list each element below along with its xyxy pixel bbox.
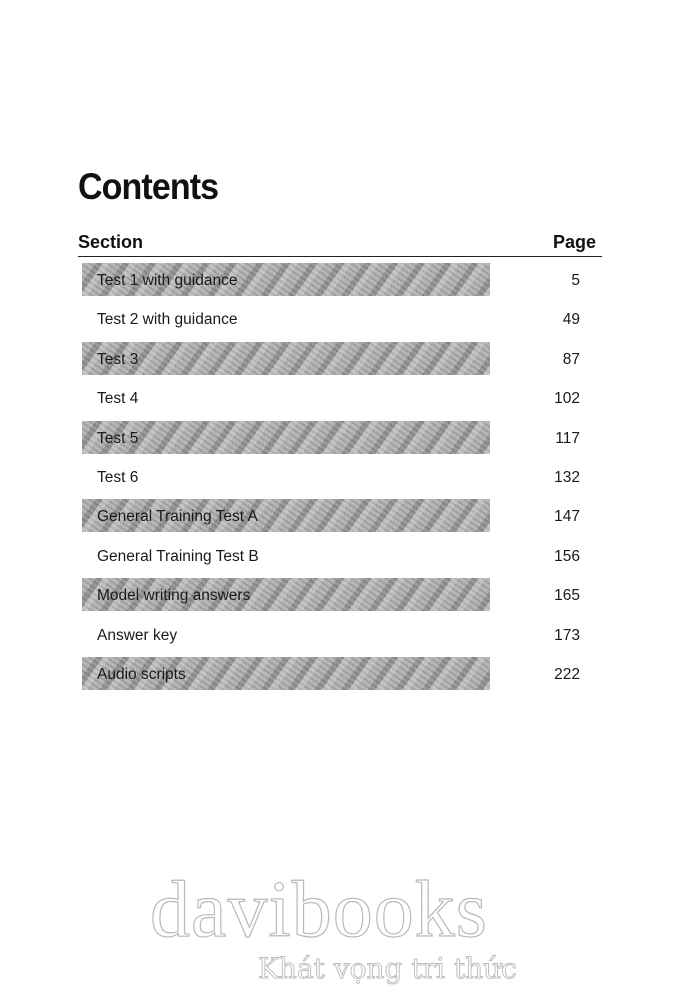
toc-entry-page: 132 [554, 468, 580, 486]
toc-entry-label: Test 5 [97, 429, 139, 447]
toc-entry-page: 222 [554, 665, 580, 683]
toc-entry-label: Test 1 with guidance [97, 272, 238, 289]
toc-entry[interactable] [82, 421, 582, 454]
toc-entry-page: 156 [554, 547, 580, 565]
toc-entry[interactable] [82, 460, 582, 493]
page-title: Contents [78, 166, 219, 207]
toc-header [78, 232, 602, 257]
toc-entry-label: General Training Test A [97, 508, 258, 526]
toc-entry-page: 5 [571, 272, 580, 289]
toc-entry-page: 49 [562, 311, 580, 329]
toc-entry[interactable] [82, 618, 582, 651]
toc-entry-label: Model writing answers [97, 587, 251, 605]
toc-entry-label: Test 2 with guidance [97, 311, 238, 329]
toc-list [82, 263, 582, 696]
toc-entry-page: 102 [554, 390, 580, 408]
toc-entry-page: 165 [554, 587, 580, 605]
page-column-header: Page [552, 232, 596, 252]
toc-entry-page: 173 [554, 626, 580, 644]
toc-shade-bar [82, 421, 490, 454]
toc-entry[interactable] [82, 539, 582, 572]
toc-entry[interactable] [82, 342, 582, 375]
watermark-tagline: Khát vọng tri thức [258, 952, 517, 985]
toc-entry-label: Test 3 [97, 350, 139, 368]
toc-entry-page: 87 [562, 350, 580, 368]
toc-entry[interactable] [82, 578, 582, 611]
toc-entry[interactable] [82, 657, 582, 690]
toc-entry-label: Test 6 [97, 468, 139, 486]
toc-entry[interactable] [82, 302, 582, 335]
toc-entry[interactable] [82, 263, 582, 296]
toc-entry[interactable] [82, 499, 582, 532]
watermark-brand: davibooks [150, 866, 488, 954]
toc-entry[interactable] [82, 381, 582, 414]
watermark [150, 866, 570, 985]
toc-entry-page: 147 [554, 508, 580, 526]
section-column-header: Section [78, 232, 144, 252]
toc-entry-label: Answer key [97, 626, 178, 644]
toc-entry-label: General Training Test B [97, 547, 259, 565]
toc-shade-bar [82, 342, 490, 375]
toc-entry-label: Test 4 [97, 390, 139, 408]
toc-entry-page: 117 [555, 429, 580, 447]
toc-entry-label: Audio scripts [97, 665, 186, 683]
